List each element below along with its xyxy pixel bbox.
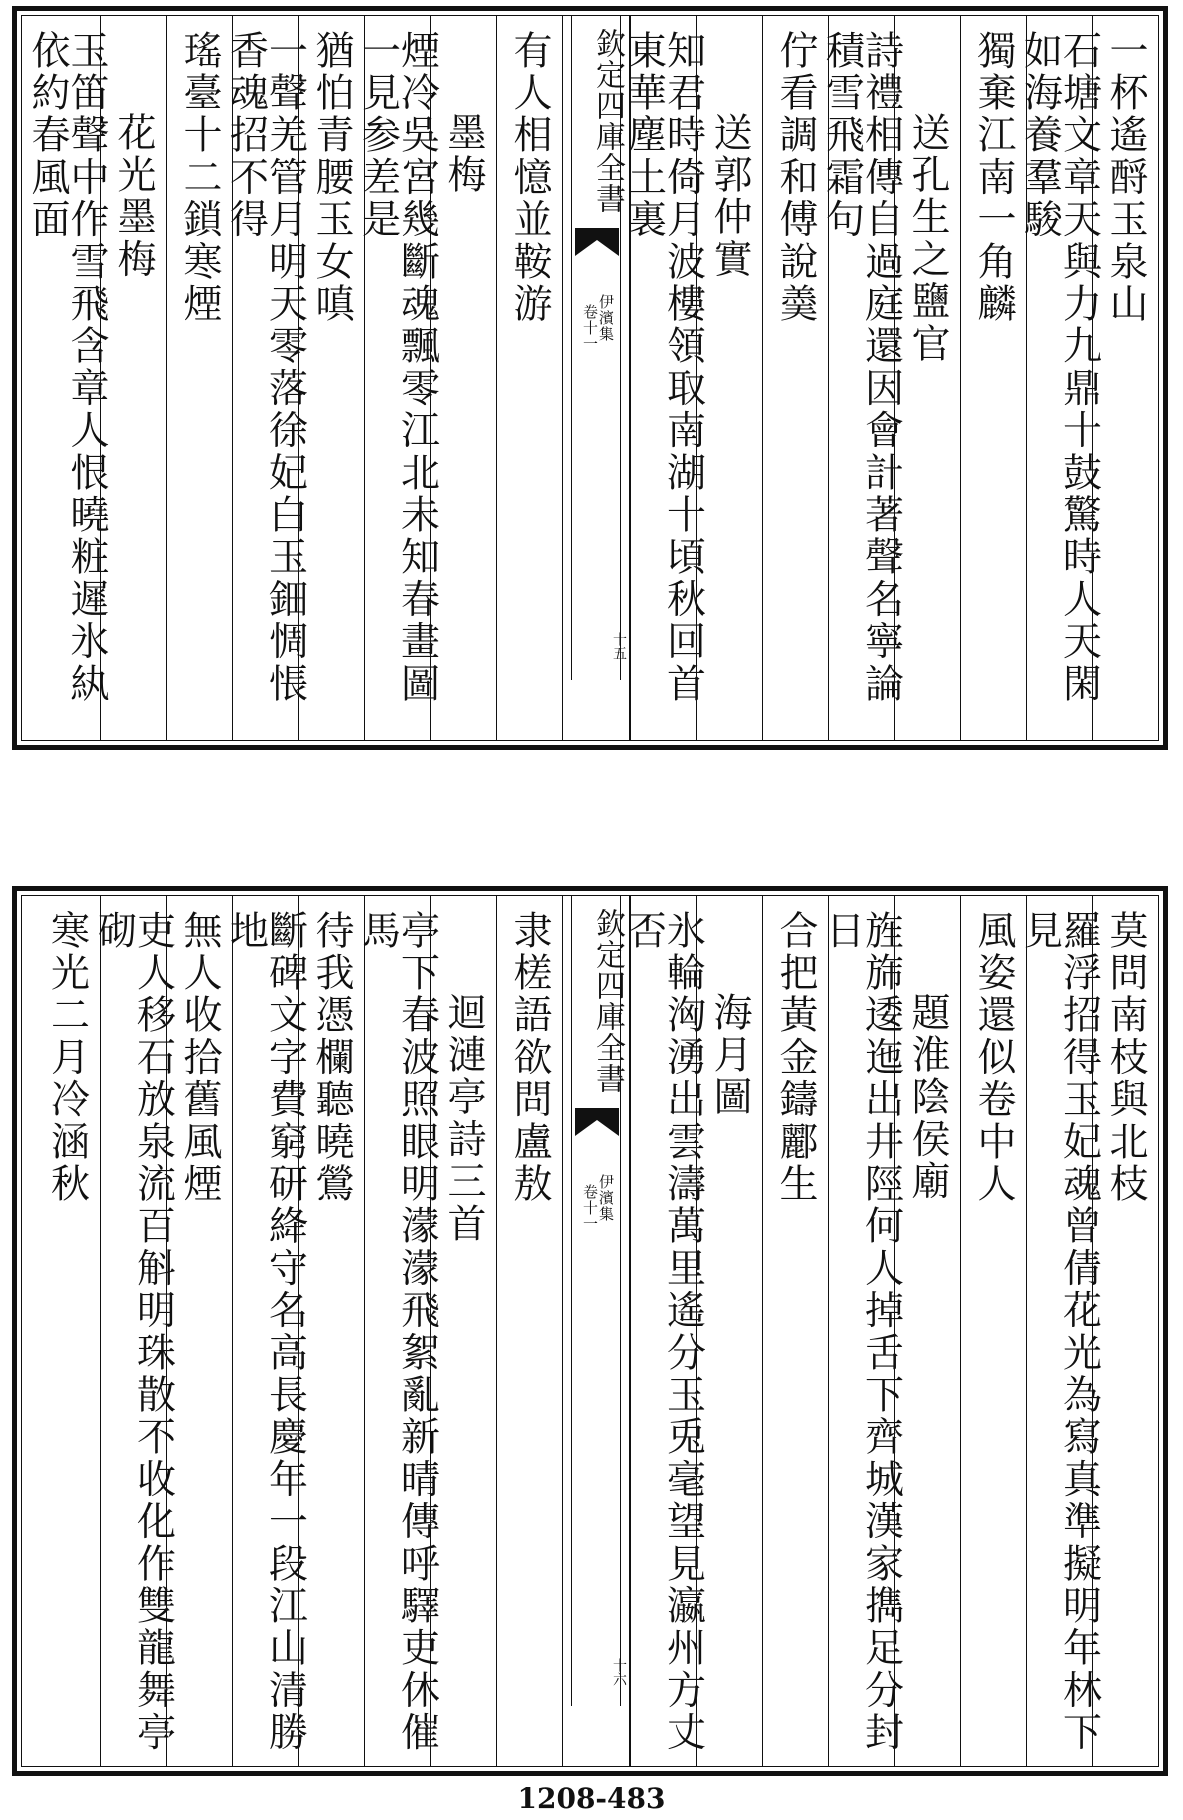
column-text: 海月圖 <box>707 992 752 1119</box>
text-column <box>1017 896 1102 1766</box>
column-text: 猶怕青腰玉女嗔 <box>309 30 354 326</box>
fishtail-mark-icon <box>575 228 619 258</box>
column-text: 獨棄江南一角麟 <box>971 30 1016 326</box>
text-column <box>960 16 1026 740</box>
column-text: 氷輪洶湧出雲濤萬里遙分玉兎毫望見瀛州方丈否 <box>621 910 706 1754</box>
column-text: 莫問南枝與北枝 <box>1103 910 1148 1206</box>
text-column <box>819 16 904 740</box>
bottom-page <box>12 886 1168 1776</box>
bottom-page-frame <box>21 895 1159 1767</box>
column-text: 寒光二月冷涵秋 <box>44 910 90 1206</box>
column-text: 墨梅 <box>441 112 486 197</box>
column-text: 瑤臺十二鎖寒煙 <box>177 30 222 326</box>
column-text: 題淮陰侯廟 <box>905 992 950 1203</box>
text-column <box>762 16 828 740</box>
text-column <box>355 16 440 740</box>
text-column <box>1092 896 1158 1766</box>
text-column <box>1092 16 1158 740</box>
library-title: 欽定四庫全書 <box>590 908 625 1094</box>
text-column <box>1017 16 1102 740</box>
volume-number: 卷十一 <box>581 304 599 352</box>
text-column <box>91 896 176 1766</box>
column-text: 送郭仲實 <box>707 112 752 281</box>
column-text: 亭下春波照眼明濛濛飛絮亂新晴傳呼驛吏休催馬 <box>355 910 440 1754</box>
column-text: 迴漣亭詩三首 <box>441 992 486 1246</box>
text-column <box>166 16 232 740</box>
text-column <box>223 16 308 740</box>
top-page-frame <box>21 15 1159 741</box>
column-text: 隶槎語欲問盧敖 <box>507 910 552 1206</box>
center-margin-column <box>562 896 630 1766</box>
leaf-number: 十五 <box>611 632 627 660</box>
column-text: 送孔生之鹽官 <box>905 112 950 366</box>
column-text: 詩禮相傳自過庭還因會計著聲名寧論積雪飛霜句 <box>819 30 904 706</box>
text-column <box>621 16 706 740</box>
text-column <box>298 16 364 740</box>
collection-name: 伊濱集 <box>597 294 615 342</box>
column-text: 石塘文章天與力九鼎十鼓驚時人天閑如海養羣駿 <box>1017 30 1102 706</box>
text-column <box>696 16 762 740</box>
text-column <box>960 896 1026 1766</box>
leaf-number: 十六 <box>611 1658 627 1686</box>
fishtail-mark-icon <box>575 1108 619 1138</box>
text-column <box>894 896 960 1766</box>
column-text: 無人收拾舊風煙 <box>177 910 222 1206</box>
column-text: 玉笛聲中作雪飛含章人恨曉粧遲氷紈依約春風面 <box>25 30 109 706</box>
column-text: 旌旆逶迤出井陘何人掉舌下齊城漢家擕足分封日 <box>819 910 904 1754</box>
center-margin-column <box>562 16 630 740</box>
column-text: 花光墨梅 <box>111 112 156 281</box>
text-column <box>894 16 960 740</box>
text-column <box>819 896 904 1766</box>
bottom-page-columns <box>22 896 1158 1766</box>
text-column <box>223 896 308 1766</box>
volume-number: 卷十一 <box>581 1184 599 1232</box>
library-title: 欽定四庫全書 <box>590 28 625 214</box>
text-column <box>355 896 440 1766</box>
text-column <box>430 16 496 740</box>
column-text: 斷碑文字費窮研絳守名高長慶年一段江山清勝地 <box>223 910 308 1754</box>
text-column <box>696 896 762 1766</box>
column-text: 吏人移石放泉流百斛明珠散不收化作雙龍舞亭砌 <box>91 910 176 1754</box>
text-column <box>25 16 109 740</box>
text-column <box>298 896 364 1766</box>
column-text: 一聲羌管月明天零落徐妃白玉鈿惆悵香魂招不得 <box>223 30 308 706</box>
column-text: 合把黃金鑄酈生 <box>773 910 818 1206</box>
page-reference: 1208-483 <box>517 1782 666 1815</box>
column-text: 佇看調和傅說羮 <box>773 30 818 326</box>
column-text: 風姿還似卷中人 <box>971 910 1016 1206</box>
column-text: 煙冷吳宮幾斷魂飄零江北未知春畫圖一見参差是 <box>355 30 440 706</box>
text-column <box>430 896 496 1766</box>
collection-name: 伊濱集 <box>597 1174 615 1222</box>
text-column <box>496 896 562 1766</box>
text-column <box>762 896 828 1766</box>
text-column <box>496 16 562 740</box>
text-column <box>100 16 166 740</box>
text-column <box>621 896 706 1766</box>
text-column <box>166 896 232 1766</box>
top-page-columns <box>22 16 1158 740</box>
column-text: 待我憑欄聽曉鶯 <box>309 910 354 1206</box>
column-text: 有人相憶並鞍游 <box>507 30 552 326</box>
column-text: 知君時倚月波樓領取南湖十頃秋回首東華塵土裏 <box>621 30 706 706</box>
column-text: 一杯遙酹玉泉山 <box>1103 30 1148 326</box>
column-text: 羅浮招得玉妃魂曾倩花光為寫真準擬明年林下見 <box>1017 910 1102 1754</box>
text-column <box>34 896 100 1766</box>
top-page <box>12 6 1168 750</box>
